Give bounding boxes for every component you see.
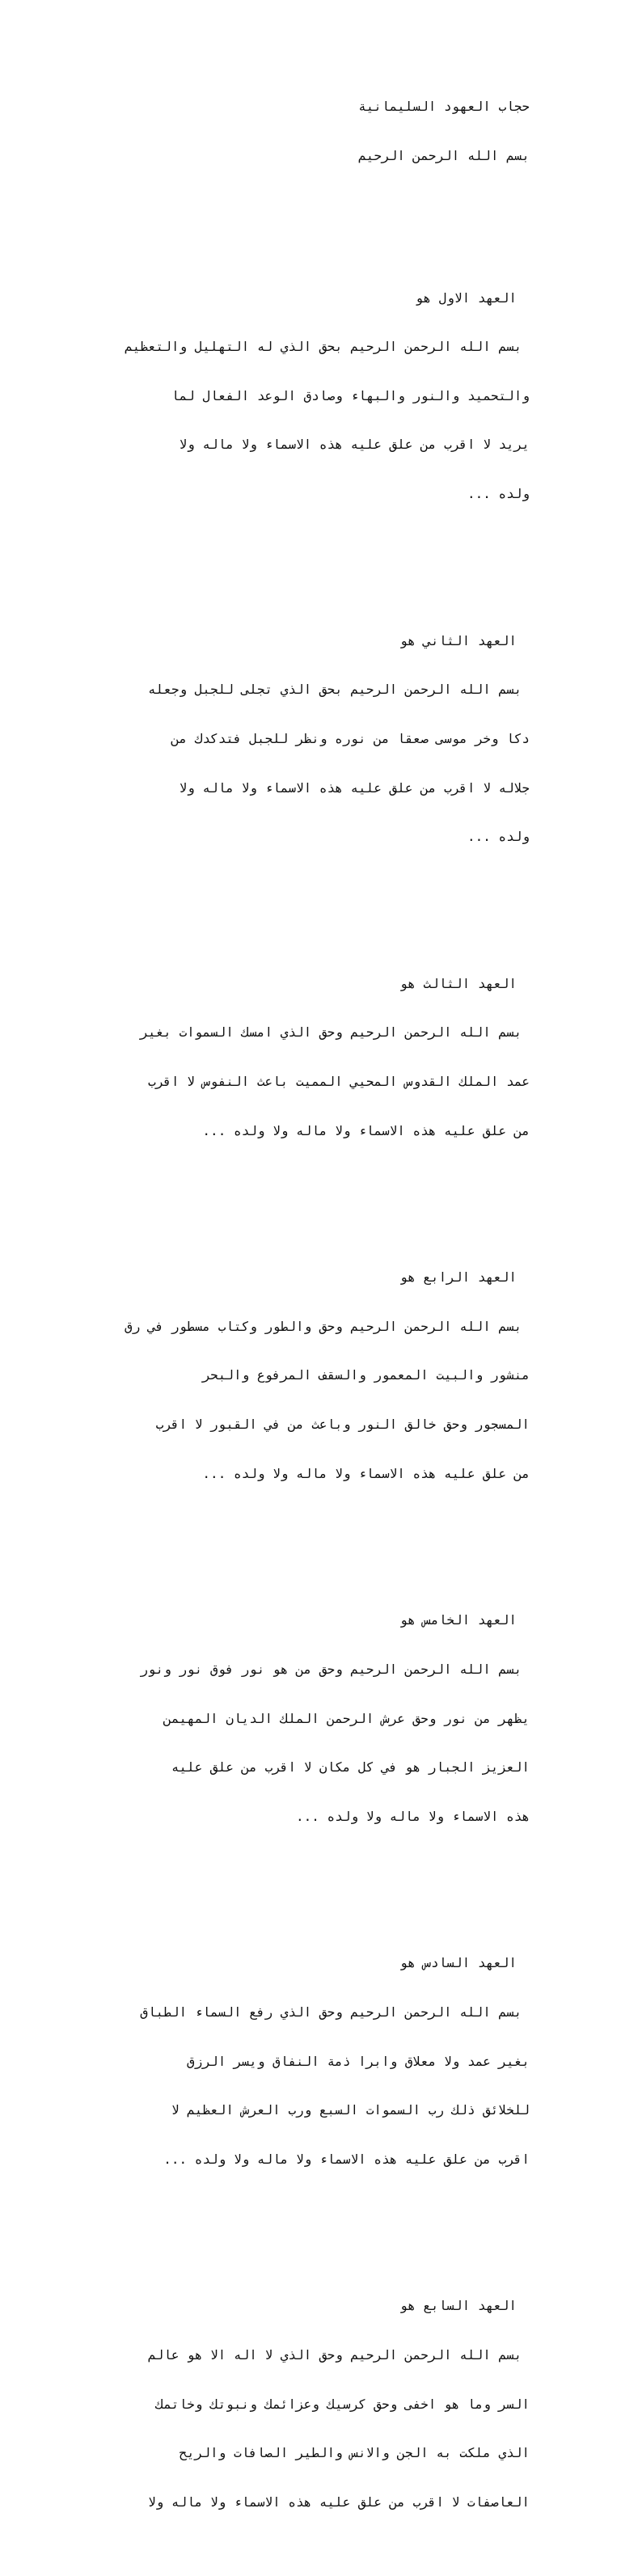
section-line: يريد لا اقرب من علق عليه هذه الاسماء ولا ماله ولا (179, 437, 530, 453)
section-line: بغير عمد ولا معلاق وابرا ذمة النفاق ويسر الرزق (187, 2053, 530, 2069)
basmala-heading: بسم الله الرحمن الرحيم (358, 148, 530, 164)
section-4 (89, 1237, 530, 1514)
section-title: العهد الرابع هو (399, 1269, 517, 1286)
document-body (89, 66, 530, 2576)
section-line: بسم الله الرحمن الرحيم وحق الذي لا اله الا هو عالم (147, 2347, 530, 2363)
section-line: بسم الله الرحمن الرحيم بحق الذي له التهليل والتعظيم (125, 339, 530, 355)
section-title: العهد السابع هو (399, 2298, 517, 2314)
section-line: ولده ... (467, 829, 530, 845)
section-line: ولده ... (467, 486, 530, 502)
spacer (89, 197, 530, 209)
section-title: العهد الثالث هو (399, 975, 517, 991)
section-line: هذه الاسماء ولا ماله ولا ولده ... (296, 1808, 530, 1824)
section-3 (89, 943, 530, 1172)
section-line: من علق عليه هذه الاسماء ولا ماله ولا ولده ... (202, 1465, 530, 1481)
section-7 (89, 2266, 530, 2543)
section-6 (89, 1923, 530, 2200)
section-line: اقرب من علق عليه هذه الاسماء ولا ماله ولا ولده ... (163, 2151, 530, 2167)
section-line: يظهر من نور وحق عرش الرحمن الملك الديان المهيمن (163, 1710, 530, 1726)
section-title: العهد الخامس هو (399, 1612, 517, 1628)
section-line: بسم الله الرحمن الرحيم وحق الذي امسك السموات بغير (140, 1024, 530, 1041)
section-line: السر وما هو اخفى وحق كرسيك وعزائمك ونبوتك وخاتمك (155, 2396, 530, 2412)
section-line: من علق عليه هذه الاسماء ولا ماله ولا ولده ... (202, 1122, 530, 1138)
section-line: الذي ملكت به الجن والانس والطير الصافات والريح (179, 2445, 530, 2461)
section-1 (89, 257, 530, 534)
section-line: دكا وخر موسى صعقا من نوره ونظر للجبل فتدكدك من (171, 730, 530, 746)
section-5 (89, 1580, 530, 1857)
section-line: المسجور وحق خالق النور وباعث من في القبور لا اقرب (155, 1417, 530, 1433)
section-line: بسم الله الرحمن الرحيم بحق الذي تجلى للجبل وجعله (147, 682, 530, 698)
section-line: جلاله لا اقرب من علق عليه هذه الاسماء ولا ماله ولا (179, 779, 530, 796)
section-line: العاصفات لا اقرب من علق عليه هذه الاسماء ولا ماله ولا (147, 2494, 530, 2510)
section-line: بسم الله الرحمن الرحيم وحق والطور وكتاب مسطور في رق (125, 1318, 530, 1334)
section-title: العهد الثاني هو (399, 632, 517, 648)
document-title: حجاب العهود السليمانية (358, 99, 530, 115)
section-line: والتحميد والنور والبهاء وصادق الوعد الفعال لما (171, 387, 530, 403)
section-2 (89, 600, 530, 877)
section-line: للخلائق ذلك رب السموات السبع ورب العرش العظيم لا (171, 2102, 530, 2118)
section-title: العهد السادس هو (399, 1955, 517, 1971)
section-line: عمد الملك القدوس المحيي المميت باعث النفوس لا اقرب (147, 1073, 530, 1089)
section-line: العزيز الجبار هو في كل مكان لا اقرب من علق عليه (171, 1759, 530, 1776)
section-line: بسم الله الرحمن الرحيم وحق من هو نور فوق نور ونور (140, 1661, 530, 1677)
section-line: منشور والبيت المعمور والسقف المرفوع والبحر (202, 1367, 530, 1383)
section-line: بسم الله الرحمن الرحيم وحق الذي رفع السماء الطباق (140, 2004, 530, 2020)
section-title: العهد الاول هو (415, 289, 517, 306)
